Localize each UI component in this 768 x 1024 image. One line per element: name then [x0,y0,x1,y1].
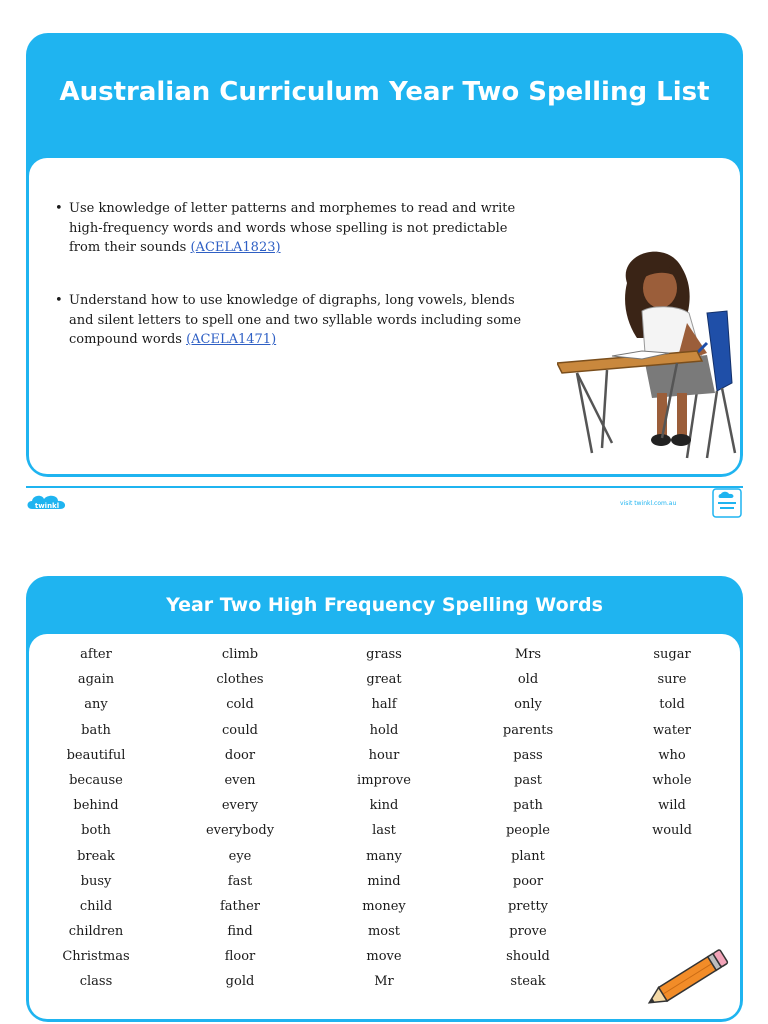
twinkl-logo[interactable] [26,491,68,515]
word: fast [227,873,253,889]
word: would [652,823,692,839]
word: kind [369,798,399,814]
word: great [366,672,402,688]
word: path [513,798,543,814]
word: both [81,823,111,839]
word: because [69,772,123,788]
word: gold [225,974,255,990]
word: old [517,672,539,688]
word: everybody [205,823,275,839]
word: find [227,924,253,940]
word: after [80,647,112,662]
word: told [659,697,685,713]
bullet-1-text: Use knowledge of letter patterns and morphemes to read and write high-frequency words and words whose spelling is not predictable from their sounds [69,201,516,255]
word: sugar [653,647,691,662]
slide-1-content [29,158,740,474]
word: eye [228,848,252,864]
word-column-4 [463,642,593,995]
word: people [505,823,550,839]
word: even [224,772,256,788]
word: parents [502,722,554,738]
word: again [77,672,115,688]
slide-1 [26,33,743,477]
word: many [366,848,402,864]
word: should [506,949,550,965]
pencil-illustration [637,949,732,1014]
slide-2 [26,576,743,1022]
word: past [514,772,542,788]
word: mind [367,873,401,889]
word: plant [511,848,545,864]
twinkl-logo-text: twinkl [34,502,60,510]
word: whole [652,772,692,788]
word: child [79,898,113,914]
word: sure [657,672,687,688]
word-column-1 [31,642,161,995]
bullet-dot: • [55,201,63,216]
word: improve [357,772,411,788]
word-column-3 [319,642,449,995]
word: grass [366,647,402,662]
bullet-1 [55,199,529,258]
bullet-1-code-link[interactable]: (ACELA1823) [190,240,281,255]
word: wild [658,798,686,814]
visit-link[interactable]: visit twinkl.com.au [620,500,677,507]
quality-badge-icon [712,488,742,518]
word: cold [226,697,254,713]
word: bath [81,722,111,738]
word: who [658,747,686,763]
word: pretty [507,898,549,914]
bullet-2-code-link[interactable]: (ACELA1471) [186,332,277,347]
word: hour [368,747,400,763]
bullet-2-text: Understand how to use knowledge of digraphs, long vowels, blends and silent letters to spell one and two syllable words including some compound words [69,293,522,347]
word: water [652,722,691,738]
word-list-panel [29,634,740,1019]
word: door [224,747,256,763]
word: behind [73,798,119,814]
word: Christmas [62,949,130,965]
bullet-dot: • [55,293,63,308]
word: only [514,697,542,713]
slide-2-title: Year Two High Frequency Spelling Words [166,594,603,616]
word: Mrs [514,647,542,662]
word: clothes [216,672,264,688]
word: beautiful [66,747,126,763]
word: prove [509,924,547,940]
footer-divider [26,486,743,488]
word: climb [221,647,259,662]
word: could [222,722,258,738]
word: money [362,898,406,914]
word: busy [80,873,112,889]
word: break [77,848,115,864]
word: move [366,949,402,965]
word: last [372,823,396,839]
girl-at-desk-illustration [557,243,737,468]
word: half [371,697,397,713]
slide-1-title: Australian Curriculum Year Two Spelling List [59,77,710,107]
word: any [84,697,108,713]
word: class [79,974,113,990]
word: every [221,798,259,814]
bullet-2 [55,291,529,350]
word: poor [512,873,544,889]
word: children [68,924,124,940]
word: pass [513,747,543,763]
word: most [367,924,401,940]
word: steak [510,974,546,990]
word-column-5 [607,642,737,844]
word-column-2 [175,642,305,995]
word: Mr [374,974,394,990]
word: father [219,898,261,914]
word: floor [224,949,256,965]
word: hold [369,722,399,738]
